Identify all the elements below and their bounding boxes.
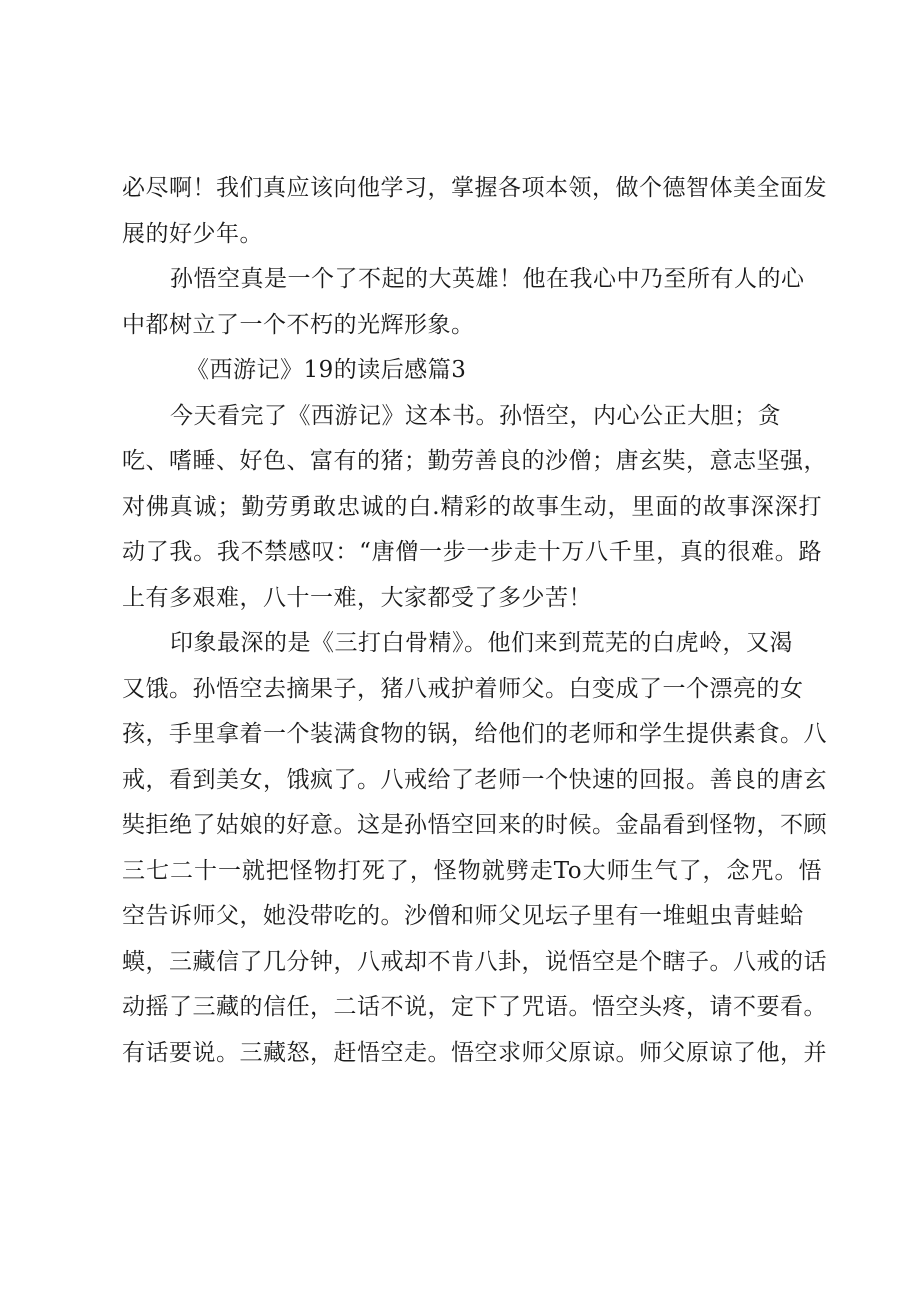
text-line: 戒，看到美女，饿疯了。八戒给了老师一个快速的回报。善良的唐玄 <box>122 766 827 793</box>
text-line: 必尽啊！我们真应该向他学习，掌握各项本领，做个德智体美全面发 <box>122 175 827 201</box>
text-line: 对佛真诚；勤劳勇敢忠诚的白.精彩的故事生动，里面的故事深深打 <box>122 493 822 520</box>
text-line: 中都树立了一个不朽的光辉形象。 <box>122 311 475 338</box>
body-text <box>122 166 827 1076</box>
text-line: 展的好少年。 <box>122 220 263 247</box>
text-line: 动了我。我不禁感叹：“唐僧一步一步走十万八千里，真的很难。路 <box>122 539 822 565</box>
text-line: 孩，手里拿着一个装满食物的锅，给他们的老师和学生提供素食。八 <box>122 721 827 747</box>
paragraph-first-line: 今天看完了《西游记》这本书。孙悟空，内心公正大胆；贪 <box>170 402 781 429</box>
text-line: 有话要说。三藏怒，赶悟空走。悟空求师父原谅。师父原谅了他，并 <box>122 1039 827 1066</box>
paragraph-first-line: 孙悟空真是一个了不起的大英雄！他在我心中乃至所有人的心 <box>170 266 805 292</box>
text-line: 蟆，三藏信了几分钟，八戒却不肯八卦，说悟空是个瞎子。八戒的话 <box>122 948 827 975</box>
text-line: 吃、嗜睡、好色、富有的猪；勤劳善良的沙僧；唐玄奘，意志坚强， <box>122 448 827 474</box>
text-line: 动摇了三藏的信任，二话不说，定下了咒语。悟空头疼，请不要看。 <box>122 994 827 1020</box>
text-line: 上有多艰难，八十一难，大家都受了多少苦！ <box>122 584 592 611</box>
section-heading: 《西游记》19的读后感篇3 <box>186 357 467 383</box>
text-line: 三七二十一就把怪物打死了，怪物就劈走To大师生气了，念咒。悟 <box>122 857 822 884</box>
text-line: 奘拒绝了姑娘的好意。这是孙悟空回来的时候。金晶看到怪物，不顾 <box>122 812 827 838</box>
text-line: 又饿。孙悟空去摘果子，猪八戒护着师父。白变成了一个漂亮的女 <box>122 675 804 702</box>
paragraph-first-line: 印象最深的是《三打白骨精》。他们来到荒芜的白虎岭，又渴 <box>170 630 793 656</box>
text-line: 空告诉师父，她没带吃的。沙僧和师父见坛子里有一堆蛆虫青蛙蛤 <box>122 903 804 929</box>
